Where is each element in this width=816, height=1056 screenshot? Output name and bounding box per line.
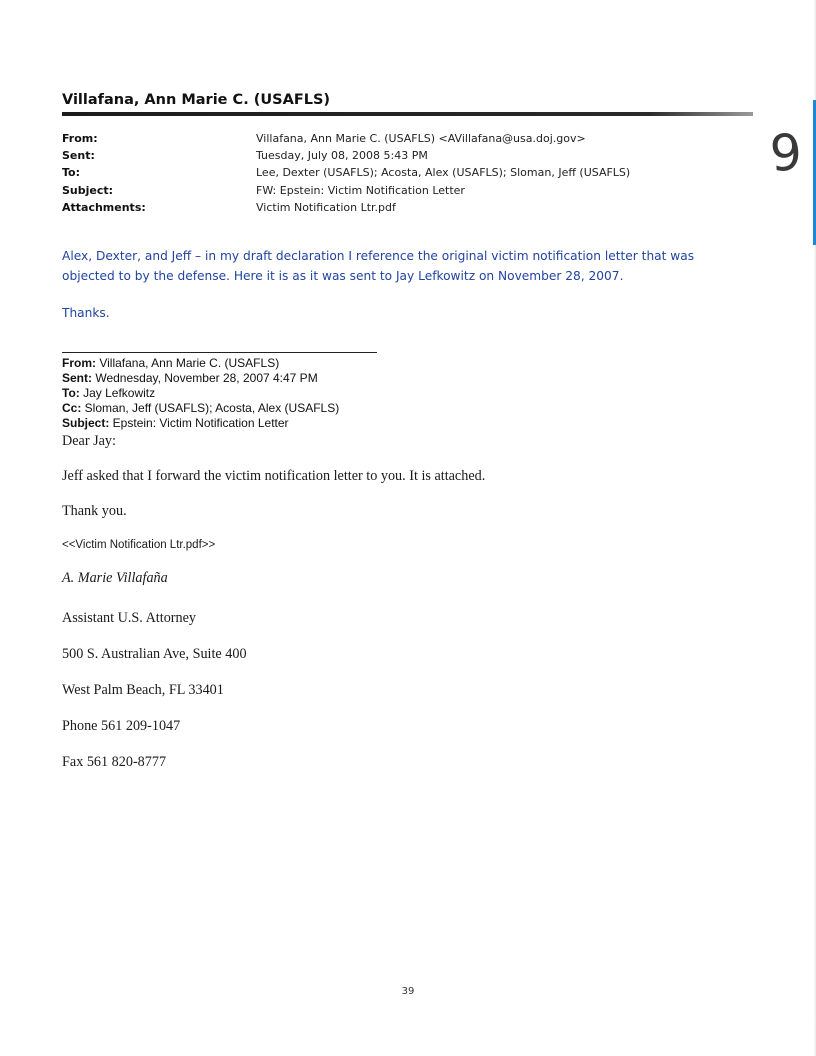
forwarded-to-value: Jay Lefkowitz — [79, 386, 156, 400]
header-row-attachments — [62, 199, 630, 216]
header-value: Lee, Dexter (USAFLS); Acosta, Alex (USAFLS); Sloman, Jeff (USAFLS) — [256, 166, 631, 180]
greeting: Dear Jay: — [62, 433, 116, 449]
header-label: Sent: — [62, 149, 95, 163]
forwarded-to — [62, 386, 339, 401]
header-value: Tuesday, July 08, 2008 5:43 PM — [256, 149, 428, 163]
header-row-subject — [62, 182, 630, 199]
forwarded-to-label: To: — [62, 386, 80, 400]
header-row-from — [62, 130, 630, 147]
signature-title: Assistant U.S. Attorney — [62, 610, 196, 626]
forwarded-sent-label: Sent: — [62, 371, 92, 385]
signature-fax: Fax 561 820-8777 — [62, 754, 167, 770]
closing: Thank you. — [62, 503, 127, 519]
page-number: 39 — [401, 986, 415, 997]
cover-note — [62, 246, 742, 286]
forwarded-header — [62, 356, 339, 431]
mailbox-owner-title: Villafana, Ann Marie C. (USAFLS) — [62, 92, 331, 108]
signature-phone: Phone 561 209-1047 — [62, 718, 181, 734]
cover-note-line: objected to by the defense. Here it is as it was sent to Jay Lefkowitz on November 28, 2007. — [62, 269, 624, 283]
header-value: Villafana, Ann Marie C. (USAFLS) <AVillafana@usa.doj.gov> — [256, 132, 586, 146]
header-label: To: — [62, 166, 80, 180]
forwarded-separator — [62, 352, 377, 353]
forwarded-from-value: Villafana, Ann Marie C. (USAFLS) — [96, 356, 280, 370]
handwritten-exhibit-number: 9 — [768, 122, 804, 184]
body-paragraph: Jeff asked that I forward the victim notification letter to you. It is attached. — [62, 468, 486, 484]
signature-name: A. Marie Villafaña — [62, 570, 168, 586]
header-row-to — [62, 164, 630, 181]
forwarded-from-label: From: — [62, 356, 96, 370]
cover-note-line: Alex, Dexter, and Jeff – in my draft declaration I reference the original victim notification letter that was — [62, 249, 695, 263]
email-header-table — [62, 130, 630, 216]
forwarded-subject — [62, 416, 339, 431]
signature-address-line2: West Palm Beach, FL 33401 — [62, 682, 224, 698]
header-value: Victim Notification Ltr.pdf — [256, 200, 396, 214]
forwarded-subject-value: Epstein: Victim Notification Letter — [109, 416, 289, 430]
header-label: Attachments: — [62, 200, 146, 214]
attachment-reference: <<Victim Notification Ltr.pdf>> — [62, 539, 216, 551]
forwarded-cc-label: Cc: — [62, 401, 82, 415]
forwarded-sent — [62, 371, 339, 386]
forwarded-subject-label: Subject: — [62, 416, 110, 430]
header-label: Subject: — [62, 183, 114, 197]
forwarded-sent-value: Wednesday, November 28, 2007 4:47 PM — [92, 371, 318, 385]
signature-address-line1: 500 S. Australian Ave, Suite 400 — [62, 646, 247, 662]
header-label: From: — [62, 132, 98, 146]
forwarded-cc — [62, 401, 339, 416]
header-value: FW: Epstein: Victim Notification Letter — [256, 183, 465, 197]
cover-note-thanks: Thanks. — [62, 306, 110, 320]
header-row-sent — [62, 147, 630, 164]
title-rule — [62, 112, 753, 116]
forwarded-cc-value: Sloman, Jeff (USAFLS); Acosta, Alex (USAFLS) — [81, 401, 340, 415]
forwarded-from — [62, 356, 339, 371]
